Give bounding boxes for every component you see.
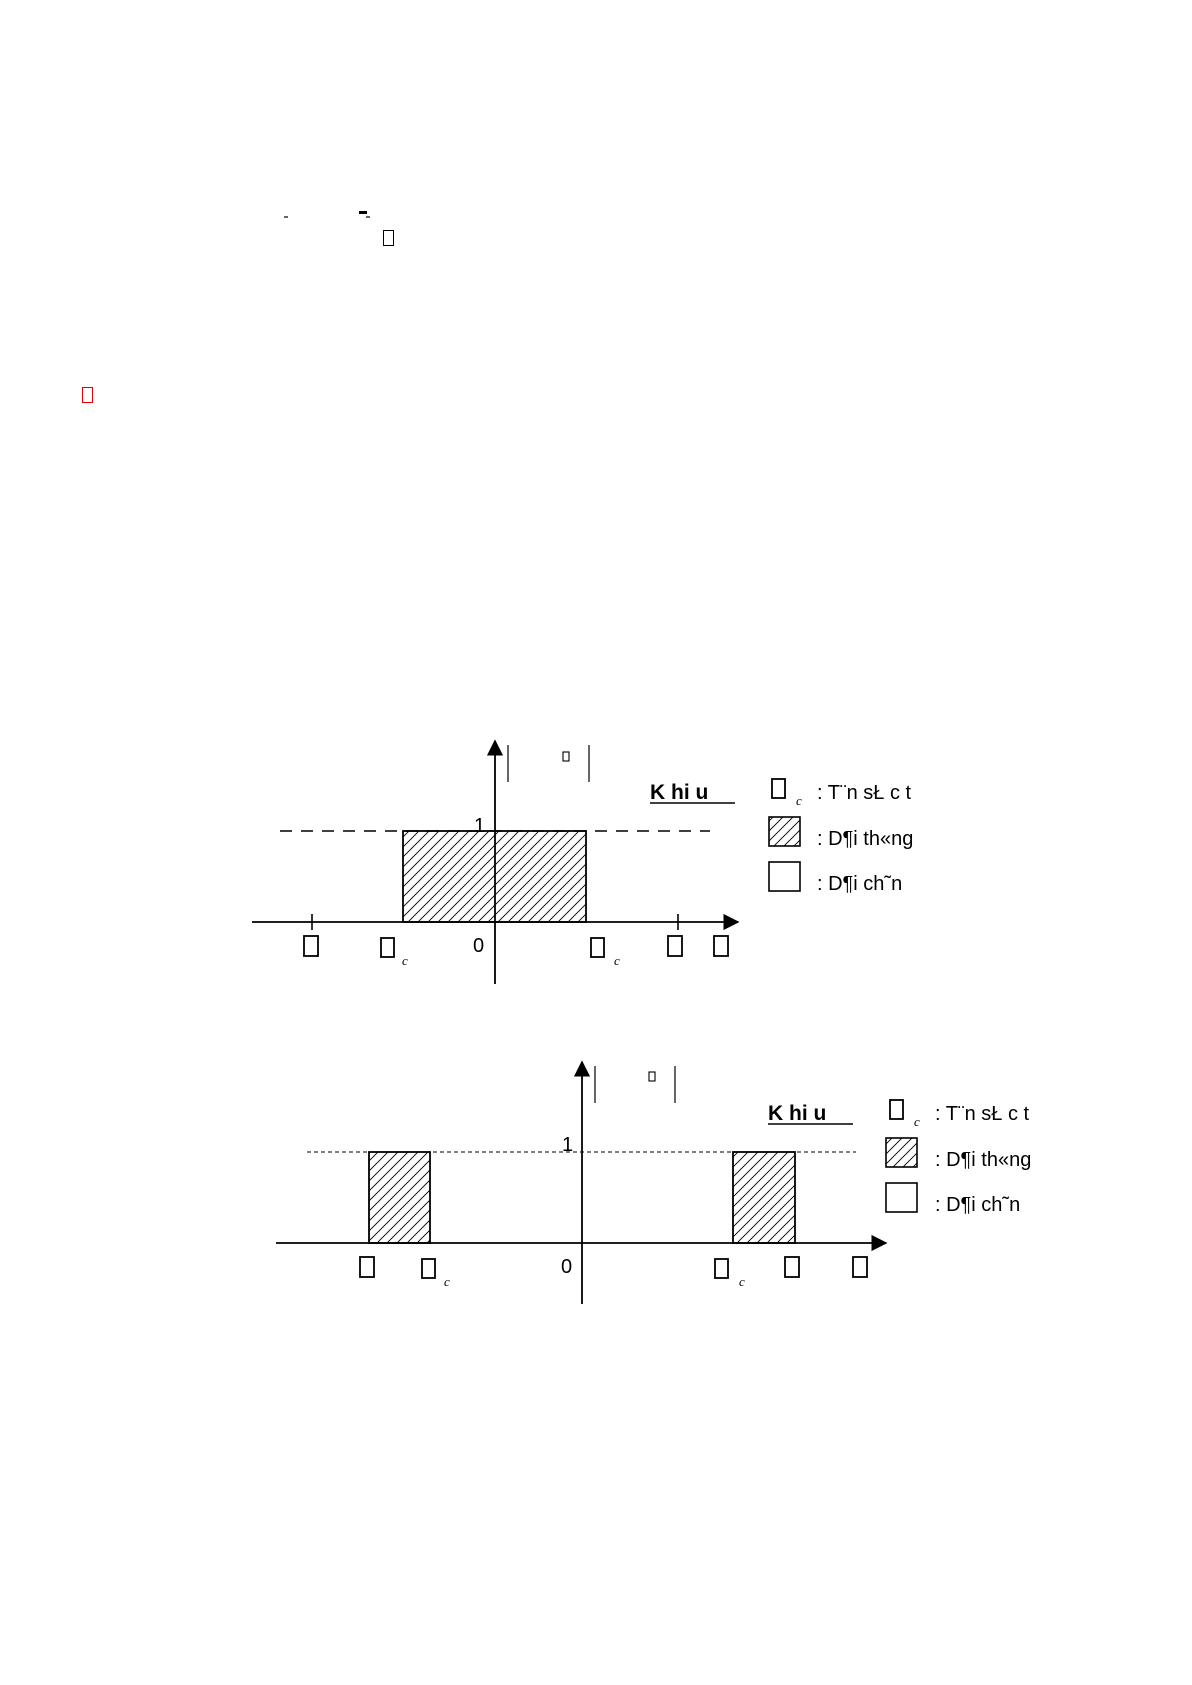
lowpass-pos-omega-c-glyph [591, 938, 604, 957]
bandstop-pos-omega-c-glyph [715, 1259, 728, 1278]
lowpass-level-label: 1 [474, 815, 486, 837]
bandstop-diagram [276, 1062, 1031, 1304]
bandstop-origin-label: 0 [561, 1256, 573, 1278]
bandstop-legend-passband-swatch [886, 1138, 917, 1167]
bandstop-neg-omega-c-sub: c [444, 1274, 450, 1289]
bandstop-neg-omega-c-glyph [422, 1259, 435, 1278]
lowpass-abs-glyph [563, 752, 569, 761]
bandstop-legend-stopband-swatch [886, 1183, 917, 1212]
bandstop-omega-axis-glyph [853, 1257, 867, 1277]
bandstop-pos-omega-c-sub: c [739, 1274, 745, 1289]
lowpass-omega-axis-glyph [714, 936, 728, 956]
lowpass-legend-passband-label: : D¶i th«ng [817, 828, 914, 850]
bandstop-legend-omega-glyph [890, 1100, 903, 1119]
bandstop-passband-rect-right [733, 1152, 795, 1243]
bandstop-legend-omega-sub: c [914, 1114, 920, 1129]
lowpass-neg-omega-c-sub: c [402, 953, 408, 968]
lowpass-neg-omega-c-glyph [381, 938, 394, 957]
lowpass-diagram [252, 741, 913, 984]
lowpass-legend-omega-sub: c [796, 793, 802, 808]
bandstop-legend-stopband-label: : D¶i ch˜n [935, 1194, 1021, 1216]
lowpass-pos-pi-glyph [668, 936, 682, 956]
bandstop-abs-glyph [649, 1072, 655, 1081]
lowpass-legend-stopband-label: : D¶i ch˜n [817, 873, 903, 895]
lowpass-legend-stopband-swatch [769, 862, 800, 891]
lowpass-pos-omega-c-sub: c [614, 953, 620, 968]
lowpass-legend-omega-glyph [772, 779, 785, 798]
bandstop-level-label: 1 [562, 1134, 574, 1156]
bandstop-pos-pi-glyph [785, 1257, 799, 1277]
bandstop-neg-pi-glyph [360, 1257, 374, 1277]
bandstop-legend-passband-label: : D¶i th«ng [935, 1149, 1032, 1171]
lowpass-origin-label: 0 [473, 935, 485, 957]
lowpass-legend-cutoff-label: : T¨n sŁ c t [817, 782, 912, 804]
lowpass-legend-passband-swatch [769, 817, 800, 846]
lowpass-neg-pi-glyph [304, 936, 318, 956]
lowpass-legend-title: K hi u [650, 781, 709, 804]
bandstop-legend-title: K hi u [768, 1102, 827, 1125]
bandstop-passband-rect-left [369, 1152, 430, 1243]
bandstop-legend-cutoff-label: : T¨n sŁ c t [935, 1103, 1030, 1125]
